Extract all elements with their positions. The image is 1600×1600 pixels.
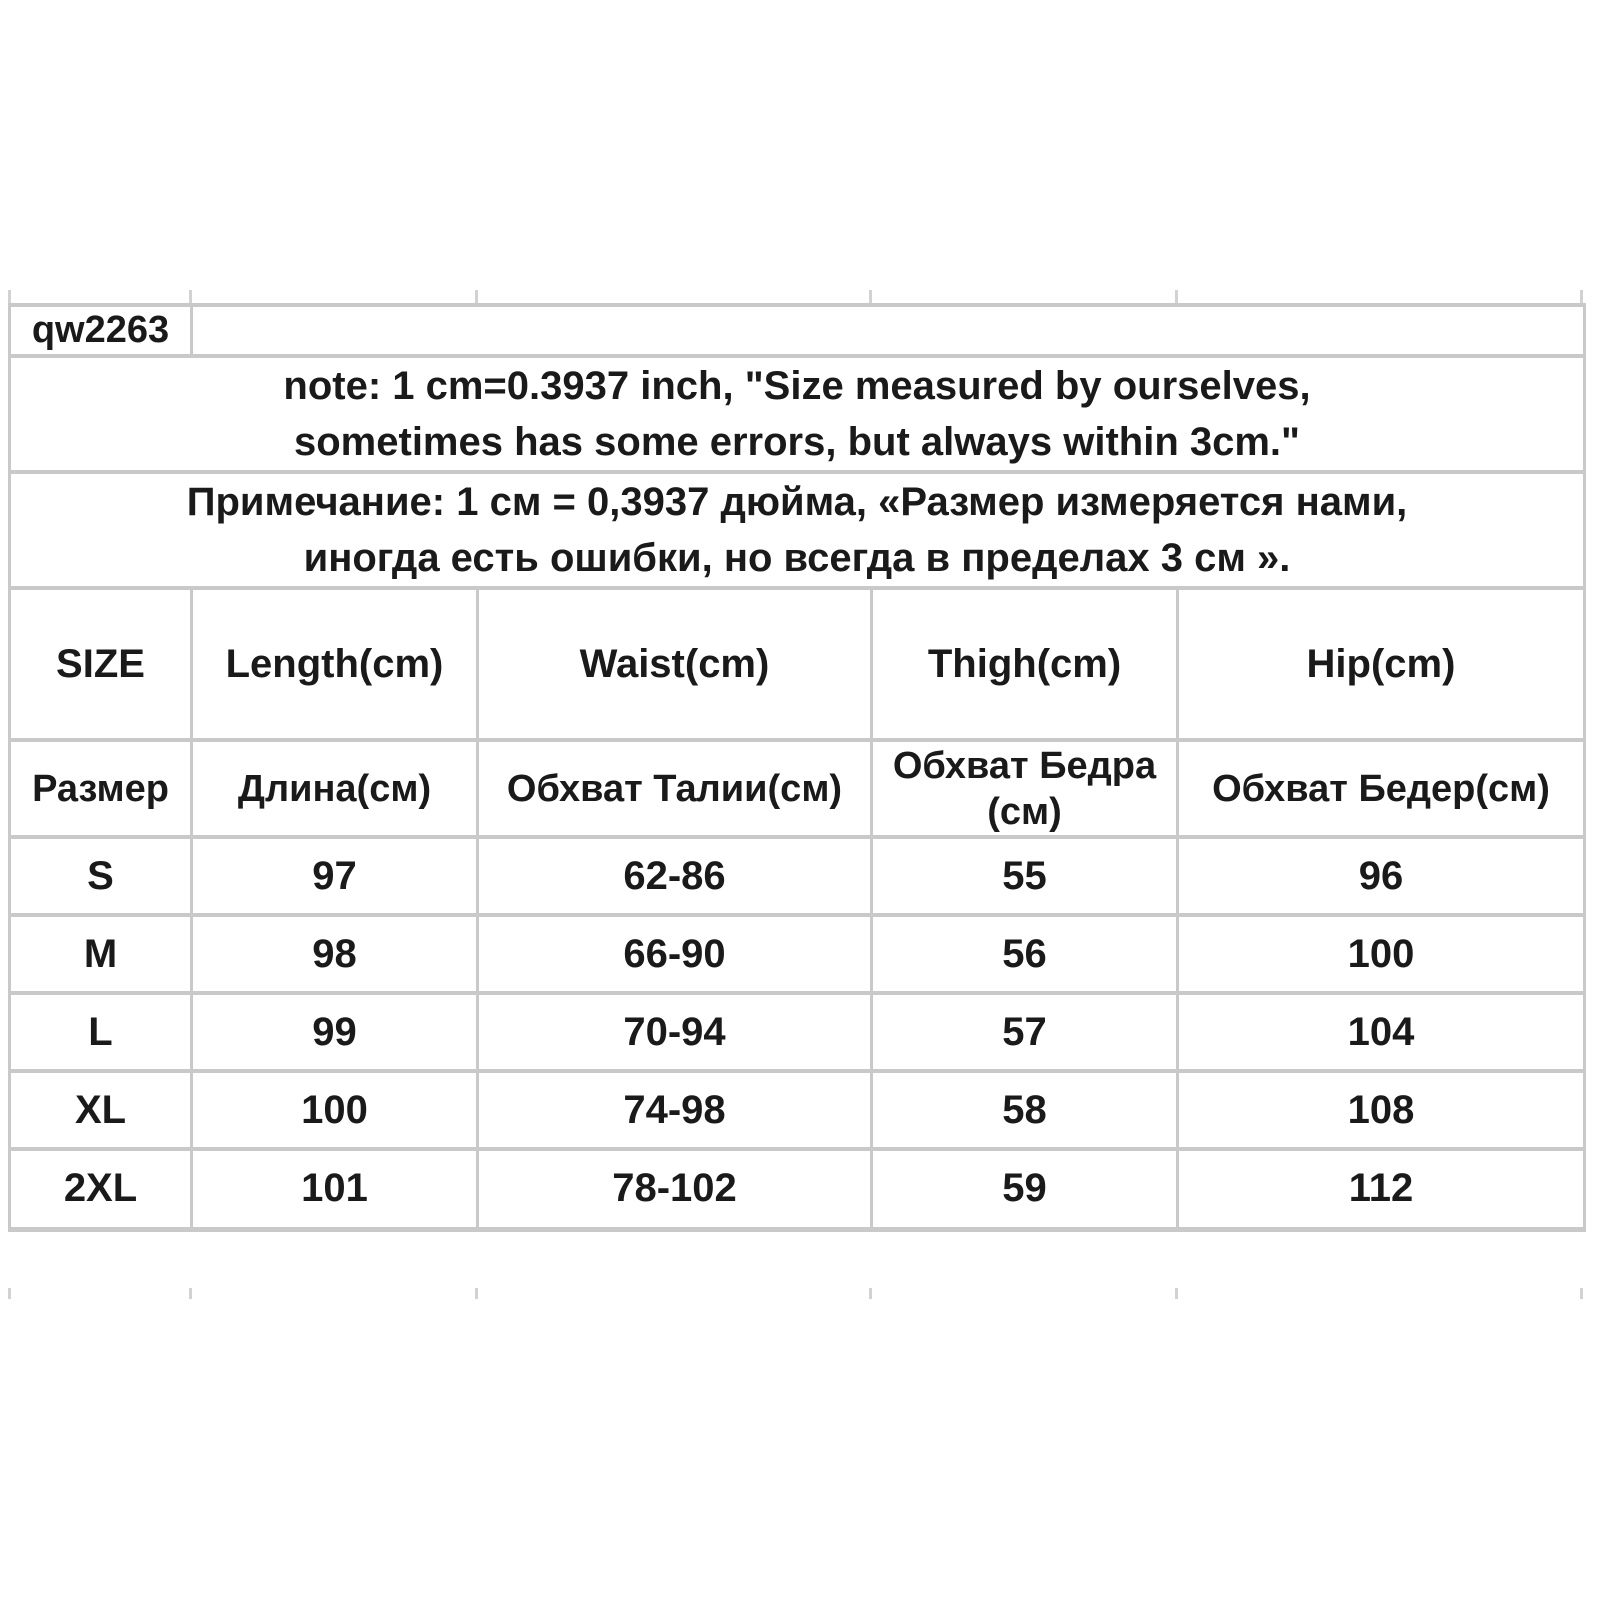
cell-length: 99 [192,993,478,1071]
header-length-en: Length(cm) [192,588,478,740]
cell-size: XL [10,1071,192,1149]
cell-length: 101 [192,1149,478,1229]
cell-waist: 74-98 [478,1071,872,1149]
cell-size: S [10,837,192,915]
grid-tick [869,1288,872,1299]
cell-waist: 78-102 [478,1149,872,1229]
cell-thigh: 55 [872,837,1178,915]
cell-thigh: 58 [872,1071,1178,1149]
product-code-row [10,305,1585,356]
size-row-l [10,993,1585,1071]
cell-size: 2XL [10,1149,192,1229]
note-en-row [10,356,1585,472]
cell-hip: 96 [1178,837,1585,915]
grid-tick [869,290,872,304]
header-thigh-ru: Обхват Бедра (см) [872,740,1178,837]
grid-tick [189,1288,192,1299]
product-code-cell: qw2263 [10,305,192,356]
cell-length: 100 [192,1071,478,1149]
size-row-2xl [10,1149,1585,1229]
size-chart-table [8,303,1586,1232]
note-ru-row [10,472,1585,588]
header-thigh-en: Thigh(cm) [872,588,1178,740]
size-row-s [10,837,1585,915]
cell-hip: 104 [1178,993,1585,1071]
header-size-ru: Размер [10,740,192,837]
grid-tick [8,290,11,304]
cell-thigh: 57 [872,993,1178,1071]
cell-waist: 70-94 [478,993,872,1071]
cell-waist: 62-86 [478,837,872,915]
grid-tick [1580,1288,1583,1299]
cell-hip: 112 [1178,1149,1585,1229]
cell-thigh: 59 [872,1149,1178,1229]
size-row-xl [10,1071,1585,1149]
grid-tick [8,1288,11,1299]
note-en-line1: note: 1 cm=0.3937 inch, "Size measured by ourselves, [283,364,1311,408]
header-row-en [10,588,1585,740]
cell-thigh: 56 [872,915,1178,993]
cell-hip: 108 [1178,1071,1585,1149]
grid-tick [189,290,192,304]
header-hip-ru: Обхват Бедер(см) [1178,740,1585,837]
header-length-ru: Длина(см) [192,740,478,837]
header-waist-en: Waist(cm) [478,588,872,740]
note-en-cell [10,356,1585,472]
grid-tick [1175,290,1178,304]
cell-size: M [10,915,192,993]
note-en-line2: sometimes has some errors, but always within 3cm." [294,420,1300,464]
cell-length: 98 [192,915,478,993]
note-ru-cell [10,472,1585,588]
note-ru-line1: Примечание: 1 см = 0,3937 дюйма, «Размер измеряется нами, [186,480,1408,524]
header-size-en: SIZE [10,588,192,740]
header-hip-en: Hip(cm) [1178,588,1585,740]
empty-cell [192,305,1585,356]
cell-hip: 100 [1178,915,1585,993]
cell-size: L [10,993,192,1071]
size-row-m [10,915,1585,993]
grid-tick [1175,1288,1178,1299]
header-waist-ru: Обхват Талии(см) [478,740,872,837]
header-row-ru [10,740,1585,837]
cell-length: 97 [192,837,478,915]
grid-tick [475,1288,478,1299]
note-ru-line2: иногда есть ошибки, но всегда в пределах 3 см ». [303,536,1291,580]
grid-tick [475,290,478,304]
grid-tick [1580,290,1583,304]
cell-waist: 66-90 [478,915,872,993]
